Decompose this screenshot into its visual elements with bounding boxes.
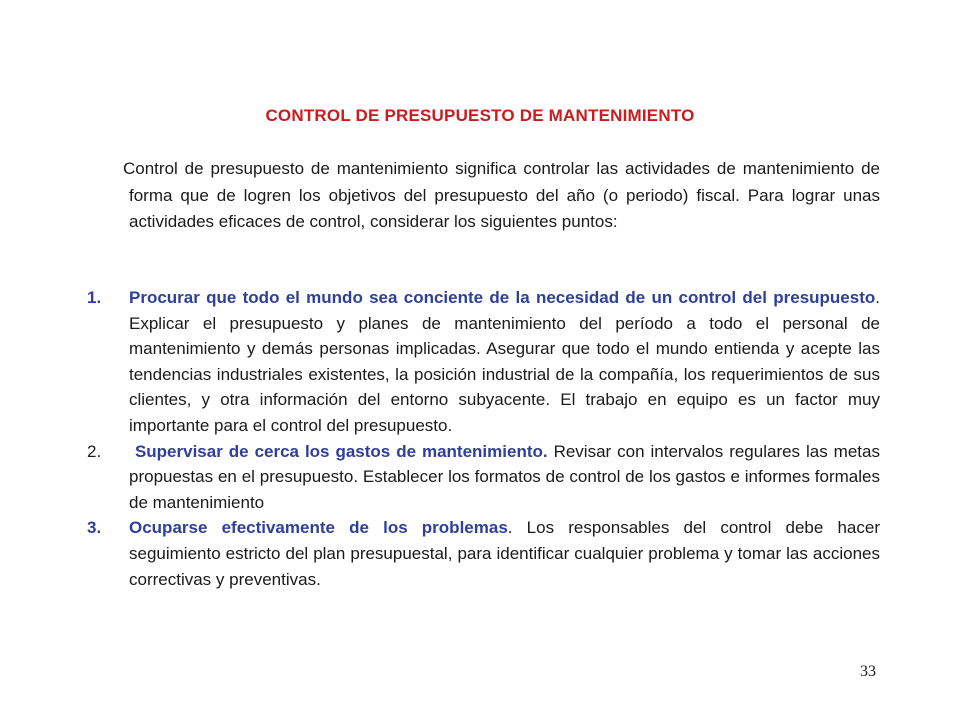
slide-title: CONTROL DE PRESUPUESTO DE MANTENIMIENTO	[265, 106, 695, 125]
item-lead: Procurar que todo el mundo sea conciente de la necesidad de un control del presupuesto	[129, 288, 876, 307]
item-lead: Ocuparse efectivamente de los problemas	[129, 518, 508, 538]
item-body: Revisar con intervalos regulares las metas propuestas en el presupuesto. Establecer los formatos de control de los gastos e informes formales de mantenimiento	[129, 441, 880, 512]
page-number: 33	[860, 663, 876, 680]
list-item	[87, 515, 880, 592]
item-body: Explicar el presupuesto y planes de mantenimiento del período a todo el personal de mantenimiento y demás personas implicadas. Asegurar que todo el mundo entienda y acepte las tendencias industriales existentes, la posición industrial de la compañía, los requerimientos de sus clientes, y otra información del entorno subyacente. El trabajo en equipo es un factor muy importante para el control del presupuesto.	[129, 313, 880, 435]
points-list	[87, 285, 880, 592]
item-lead-end: .	[507, 518, 513, 538]
item-lead: Supervisar de cerca los gastos de mantenimiento	[134, 441, 543, 461]
list-item	[87, 285, 880, 439]
list-item	[87, 439, 880, 516]
item-lead-end: .	[875, 288, 880, 307]
item-lead-end: .	[542, 441, 548, 461]
item-number: 3.	[87, 518, 102, 538]
item-number: 2.	[87, 441, 102, 461]
item-number: 1.	[87, 288, 102, 307]
item-body: Los responsables del control debe hacer seguimiento estricto del plan presupuestal, para identificar cualquier problema y tomar las acciones correctivas y preventivas.	[129, 518, 880, 589]
intro-paragraph: Control de presupuesto de mantenimiento significa controlar las actividades de mantenimiento de forma que de logren los objetivos del presupuesto del año (o periodo) fiscal. Para lograr unas actividades eficaces de control, considerar los siguientes puntos:	[123, 159, 880, 231]
